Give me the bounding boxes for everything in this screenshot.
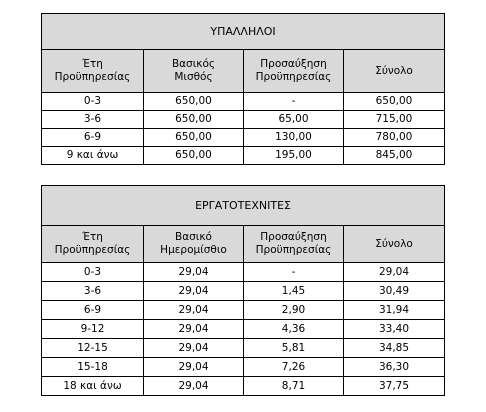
cell-years-of-service: 3-6 xyxy=(42,111,144,129)
cell-years-of-service: 6-9 xyxy=(42,301,144,320)
table-row xyxy=(42,358,445,377)
cell-seniority-increment: 7,26 xyxy=(244,358,344,377)
table-row xyxy=(42,147,445,165)
table-row xyxy=(42,111,445,129)
employees-title-row xyxy=(42,14,445,50)
cell-seniority-increment: 195,00 xyxy=(244,147,344,165)
cell-years-of-service: 15-18 xyxy=(42,358,144,377)
cell-seniority-increment: 130,00 xyxy=(244,129,344,147)
cell-seniority-increment: 2,90 xyxy=(244,301,344,320)
cell-years-of-service: 0-3 xyxy=(42,93,144,111)
cell-total: 715,00 xyxy=(344,111,445,129)
employees-header-base-pay: Βασικός Μισθός xyxy=(144,50,244,93)
cell-total: 37,75 xyxy=(344,377,445,396)
cell-base-pay: 29,04 xyxy=(144,377,244,396)
cell-base-pay: 650,00 xyxy=(144,93,244,111)
workers-title-row xyxy=(42,186,445,226)
table-row xyxy=(42,301,445,320)
table-row xyxy=(42,320,445,339)
cell-total: 780,00 xyxy=(344,129,445,147)
employees-header-years-of-service: Έτη Προϋπηρεσίας xyxy=(42,50,144,93)
table-row xyxy=(42,339,445,358)
cell-base-pay: 650,00 xyxy=(144,147,244,165)
workers-table-head xyxy=(42,186,445,263)
workers-table-body xyxy=(42,263,445,396)
cell-total: 30,49 xyxy=(344,282,445,301)
table-row xyxy=(42,93,445,111)
employees-header-seniority-increment: Προσαύξηση Προϋπηρεσίας xyxy=(244,50,344,93)
cell-total: 34,85 xyxy=(344,339,445,358)
cell-base-pay: 29,04 xyxy=(144,301,244,320)
cell-total: 36,30 xyxy=(344,358,445,377)
workers-wage-table xyxy=(41,185,445,396)
table-row xyxy=(42,263,445,282)
table-row xyxy=(42,129,445,147)
cell-years-of-service: 12-15 xyxy=(42,339,144,358)
table-row xyxy=(42,377,445,396)
cell-years-of-service: 6-9 xyxy=(42,129,144,147)
workers-header-years-of-service: Έτη Προϋπηρεσίας xyxy=(42,226,144,263)
cell-seniority-increment: 65,00 xyxy=(244,111,344,129)
employees-table-head xyxy=(42,14,445,93)
workers-header-row xyxy=(42,226,445,263)
cell-seniority-increment: 4,36 xyxy=(244,320,344,339)
cell-years-of-service: 9-12 xyxy=(42,320,144,339)
cell-base-pay: 650,00 xyxy=(144,111,244,129)
cell-base-pay: 650,00 xyxy=(144,129,244,147)
cell-base-pay: 29,04 xyxy=(144,263,244,282)
employees-header-total: Σύνολο xyxy=(344,50,445,93)
employees-salary-table xyxy=(41,13,445,165)
cell-years-of-service: 9 και άνω xyxy=(42,147,144,165)
cell-base-pay: 29,04 xyxy=(144,358,244,377)
workers-header-seniority-increment: Προσαύξηση Προϋπηρεσίας xyxy=(244,226,344,263)
cell-base-pay: 29,04 xyxy=(144,339,244,358)
cell-seniority-increment: 8,71 xyxy=(244,377,344,396)
employees-header-row xyxy=(42,50,445,93)
cell-total: 845,00 xyxy=(344,147,445,165)
cell-seniority-increment: - xyxy=(244,263,344,282)
workers-header-total: Σύνολο xyxy=(344,226,445,263)
employees-table-title: ΥΠΑΛΛΗΛΟΙ xyxy=(42,14,445,50)
cell-base-pay: 29,04 xyxy=(144,320,244,339)
workers-header-base-pay: Βασικό Ημερομίσθιο xyxy=(144,226,244,263)
cell-seniority-increment: - xyxy=(244,93,344,111)
cell-total: 33,40 xyxy=(344,320,445,339)
cell-seniority-increment: 5,81 xyxy=(244,339,344,358)
cell-total: 29,04 xyxy=(344,263,445,282)
cell-years-of-service: 3-6 xyxy=(42,282,144,301)
table-row xyxy=(42,282,445,301)
cell-total: 31,94 xyxy=(344,301,445,320)
cell-years-of-service: 0-3 xyxy=(42,263,144,282)
cell-total: 650,00 xyxy=(344,93,445,111)
workers-table-title: ΕΡΓΑΤΟΤΕΧΝΙΤΕΣ xyxy=(42,186,445,226)
cell-years-of-service: 18 και άνω xyxy=(42,377,144,396)
employees-table-body xyxy=(42,93,445,165)
cell-seniority-increment: 1,45 xyxy=(244,282,344,301)
cell-base-pay: 29,04 xyxy=(144,282,244,301)
